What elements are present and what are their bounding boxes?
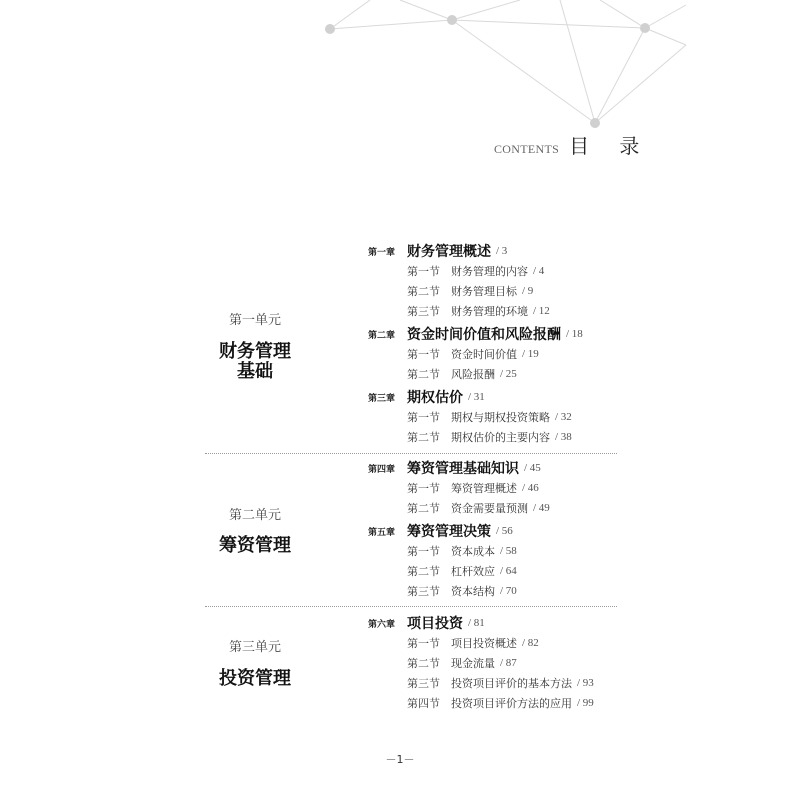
chapter-title: 筹资管理决策 <box>407 524 491 540</box>
section-title: 投资项目评价方法的应用 <box>451 697 572 710</box>
toc-section[interactable] <box>407 302 550 320</box>
section-number: 第一节 <box>407 482 440 495</box>
section-page: / 46 <box>522 482 539 494</box>
unit-divider <box>205 453 617 454</box>
section-page: / 4 <box>533 265 545 277</box>
section-number: 第三节 <box>407 677 440 690</box>
toc-section[interactable] <box>407 499 550 517</box>
toc-chapter[interactable] <box>368 458 541 478</box>
toc-section[interactable] <box>407 479 539 497</box>
section-number: 第一节 <box>407 265 440 278</box>
section-page: / 49 <box>533 502 550 514</box>
section-page: / 25 <box>500 368 517 380</box>
page-number: －1－ <box>385 753 415 766</box>
section-title: 期权估价的主要内容 <box>451 431 550 444</box>
section-number: 第一节 <box>407 411 440 424</box>
section-number: 第二节 <box>407 431 440 444</box>
chapter-title: 筹资管理基础知识 <box>407 461 519 477</box>
section-number: 第二节 <box>407 565 440 578</box>
toc-chapter[interactable] <box>368 387 485 407</box>
contents-label-zh: 目 录 <box>569 134 652 158</box>
toc-chapter[interactable] <box>368 241 507 261</box>
chapter-number: 第五章 <box>368 527 396 538</box>
section-number: 第二节 <box>407 502 440 515</box>
network-decoration <box>0 0 800 140</box>
section-title: 风险报酬 <box>451 368 495 381</box>
unit-3-label: 第三单元 <box>228 640 281 655</box>
unit-1-label: 第一单元 <box>228 313 281 328</box>
section-title: 资金需要量预测 <box>451 502 528 515</box>
toc-chapter[interactable] <box>368 521 513 541</box>
section-title: 项目投资概述 <box>451 637 517 650</box>
contents-heading <box>494 130 651 159</box>
section-page: / 19 <box>522 348 539 360</box>
section-page: / 87 <box>500 657 517 669</box>
toc-chapter[interactable] <box>368 324 583 344</box>
section-page: / 32 <box>555 411 572 423</box>
toc-section[interactable] <box>407 365 517 383</box>
chapter-page: / 3 <box>496 245 508 257</box>
section-title: 筹资管理概述 <box>451 482 517 495</box>
chapter-title: 财务管理概述 <box>407 244 491 260</box>
chapter-page: / 81 <box>468 617 485 629</box>
toc-section[interactable] <box>407 428 572 446</box>
section-page: / 12 <box>533 305 550 317</box>
unit-3-title: 投资管理 <box>219 668 291 689</box>
toc-section[interactable] <box>407 345 539 363</box>
section-title: 财务管理的内容 <box>451 265 528 278</box>
unit-2-label: 第二单元 <box>228 508 281 523</box>
section-number: 第三节 <box>407 585 440 598</box>
toc-chapter[interactable] <box>368 613 485 633</box>
section-number: 第四节 <box>407 697 440 710</box>
toc-section[interactable] <box>407 562 517 580</box>
section-number: 第一节 <box>407 348 440 361</box>
chapter-number: 第三章 <box>368 393 396 404</box>
section-number: 第二节 <box>407 657 440 670</box>
unit-1-title: 财务管理 基础 <box>219 341 291 382</box>
chapter-number: 第二章 <box>368 330 396 341</box>
section-title: 现金流量 <box>451 657 495 670</box>
unit-2-title: 筹资管理 <box>219 535 291 556</box>
chapter-page: / 31 <box>468 391 485 403</box>
section-number: 第二节 <box>407 368 440 381</box>
section-page: / 9 <box>522 285 534 297</box>
contents-label-en: CONTENTS <box>494 142 560 156</box>
chapter-page: / 56 <box>496 525 513 537</box>
toc-section[interactable] <box>407 634 539 652</box>
toc-section[interactable] <box>407 282 533 300</box>
section-number: 第三节 <box>407 305 440 318</box>
section-page: / 64 <box>500 565 517 577</box>
section-page: / 38 <box>555 431 572 443</box>
toc-section[interactable] <box>407 654 517 672</box>
chapter-title: 期权估价 <box>407 390 463 406</box>
section-title: 投资项目评价的基本方法 <box>451 677 572 690</box>
section-page: / 99 <box>577 697 594 709</box>
section-title: 期权与期权投资策略 <box>451 411 550 424</box>
section-page: / 70 <box>500 585 517 597</box>
chapter-page: / 45 <box>524 462 541 474</box>
unit-divider <box>205 606 617 607</box>
chapter-number: 第六章 <box>368 619 396 630</box>
toc-section[interactable] <box>407 674 594 692</box>
chapter-title: 资金时间价值和风险报酬 <box>407 327 561 343</box>
section-title: 资本成本 <box>451 545 495 558</box>
toc-section[interactable] <box>407 582 517 600</box>
toc-section[interactable] <box>407 542 517 560</box>
section-number: 第一节 <box>407 545 440 558</box>
section-number: 第二节 <box>407 285 440 298</box>
toc-section[interactable] <box>407 262 544 280</box>
section-title: 资本结构 <box>451 585 495 598</box>
section-page: / 58 <box>500 545 517 557</box>
section-title: 财务管理的环境 <box>451 305 528 318</box>
chapter-number: 第四章 <box>368 464 396 475</box>
section-page: / 82 <box>522 637 539 649</box>
section-title: 资金时间价值 <box>451 348 517 361</box>
chapter-page: / 18 <box>566 328 583 340</box>
chapter-title: 项目投资 <box>407 616 463 632</box>
toc-section[interactable] <box>407 408 572 426</box>
section-number: 第一节 <box>407 637 440 650</box>
toc-section[interactable] <box>407 694 594 712</box>
chapter-number: 第一章 <box>368 247 396 258</box>
section-page: / 93 <box>577 677 594 689</box>
section-title: 杠杆效应 <box>451 565 495 578</box>
section-title: 财务管理目标 <box>451 285 517 298</box>
